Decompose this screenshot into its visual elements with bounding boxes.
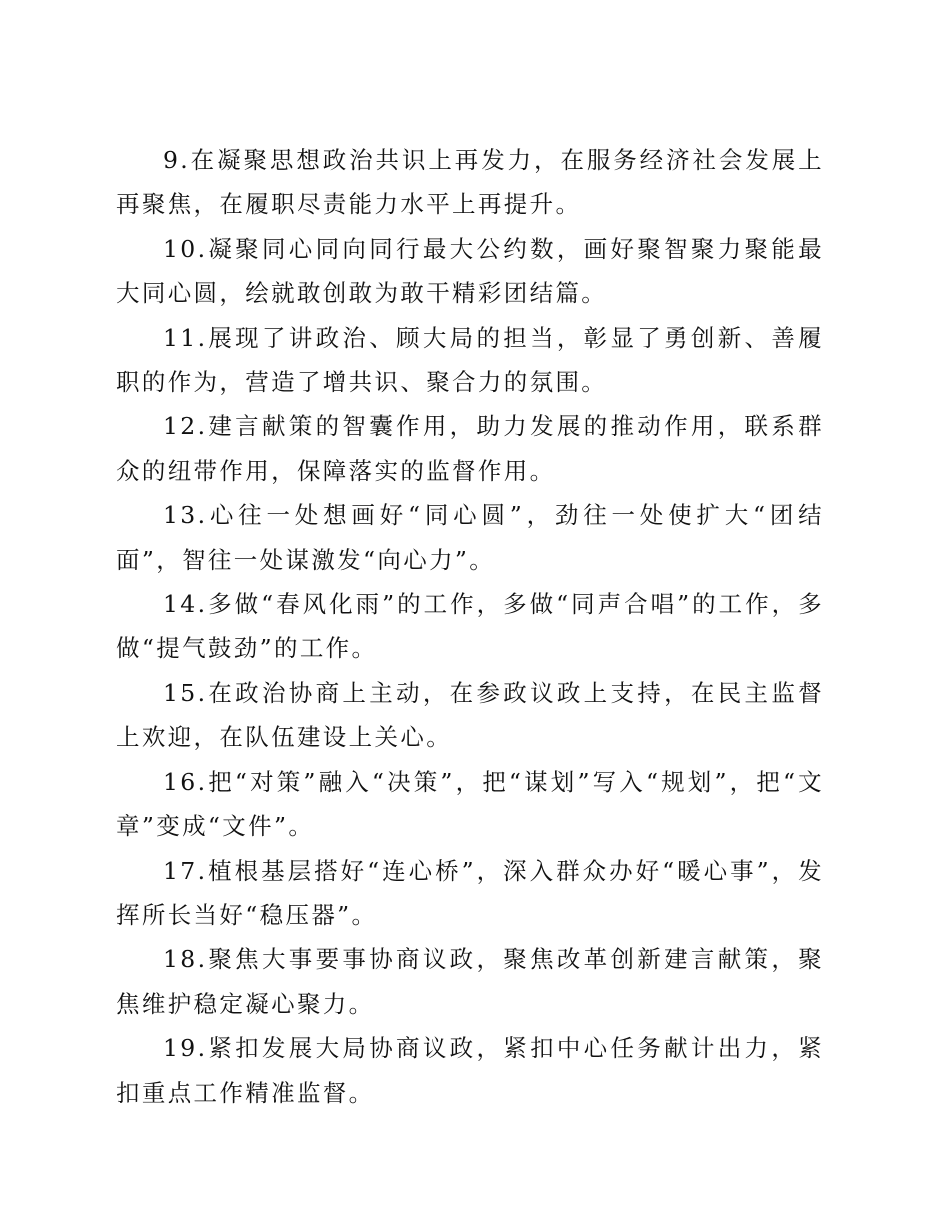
list-item: 17.植根基层搭好“连心桥”，深入群众办好“暖心事”，发挥所长当好“稳压器”。 [116,856,824,929]
document-body [116,138,824,1115]
list-item: 16.把“对策”融入“决策”，把“谋划”写入“规划”，把“文章”变成“文件”。 [116,767,824,841]
list-item: 10.凝聚同心同向同行最大公约数，画好聚智聚力聚能最大同心圆，绘就敢创敢为敢干精彩团结篇。 [116,234,824,308]
list-item: 18.聚焦大事要事协商议政，聚焦改革创新建言献策，聚焦维护稳定凝心聚力。 [116,945,824,1018]
list-item: 15.在政治协商上主动，在参政议政上支持，在民主监督上欢迎，在队伍建设上关心。 [116,678,824,752]
list-item: 9.在凝聚思想政治共识上再发力，在服务经济社会发展上再聚焦，在履职尽责能力水平上再提升。 [116,146,824,219]
list-item: 11.展现了讲政治、顾大局的担当，彰显了勇创新、善履职的作为，营造了增共识、聚合力的氛围。 [116,323,824,397]
list-item: 12.建言献策的智囊作用，助力发展的推动作用，联系群众的纽带作用，保障落实的监督作用。 [116,412,824,485]
list-item: 19.紧扣发展大局协商议政，紧扣中心任务献计出力，紧扣重点工作精准监督。 [116,1034,824,1107]
list-item: 14.多做“春风化雨”的工作，多做“同声合唱”的工作，多做“提气鼓劲”的工作。 [116,590,824,663]
list-item: 13.心往一处想画好“同心圆”，劲往一处使扩大“团结面”，智往一处谋激发“向心力”。 [116,501,824,574]
